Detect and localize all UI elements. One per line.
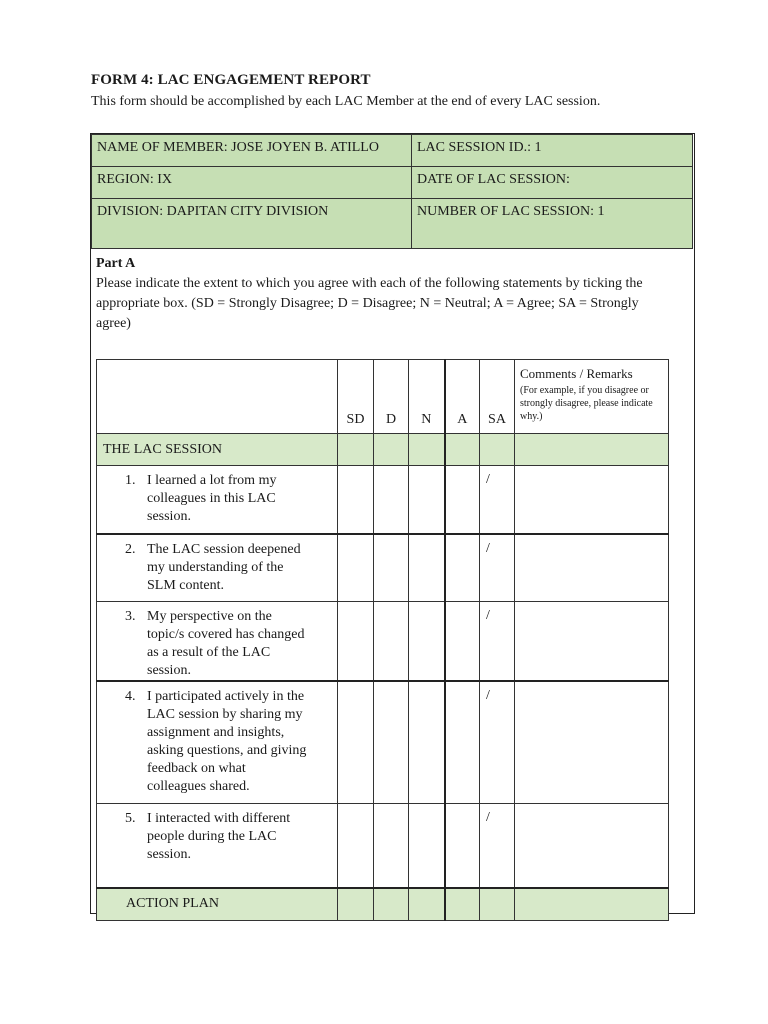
statement-number: 3. bbox=[125, 609, 136, 624]
statement-number: 1. bbox=[125, 473, 136, 488]
table-row bbox=[97, 803, 669, 888]
remarks-cell[interactable] bbox=[515, 534, 669, 602]
member-info-table bbox=[91, 134, 693, 249]
header-statement-cell bbox=[97, 360, 338, 434]
rating-n-cell[interactable] bbox=[409, 534, 445, 602]
statement-number: 5. bbox=[125, 810, 136, 826]
statement-cell bbox=[97, 466, 338, 534]
session-id-cell: LAC SESSION ID.: 1 bbox=[412, 135, 693, 167]
section-lac-label: THE LAC SESSION bbox=[97, 434, 338, 466]
part-a-title: Part A bbox=[96, 256, 136, 271]
table-row bbox=[97, 602, 669, 682]
remarks-cell[interactable] bbox=[515, 466, 669, 534]
form-title: FORM 4: LAC ENGAGEMENT REPORT bbox=[91, 72, 371, 88]
table-row bbox=[97, 534, 669, 602]
rating-sd-cell[interactable] bbox=[338, 534, 374, 602]
statement-text: I learned a lot from my colleagues in this LAC session. bbox=[147, 473, 277, 524]
rating-d-cell[interactable] bbox=[374, 466, 409, 534]
header-remarks bbox=[515, 360, 669, 434]
region-cell: REGION: IX bbox=[92, 167, 412, 199]
header-sd: SD bbox=[338, 360, 374, 434]
session-date-cell: DATE OF LAC SESSION: bbox=[412, 167, 693, 199]
remarks-heading: Comments / Remarks bbox=[520, 366, 633, 381]
rating-a-cell[interactable] bbox=[445, 534, 480, 602]
rating-sa-cell[interactable]: / bbox=[480, 681, 515, 803]
member-name-cell: NAME OF MEMBER: JOSE JOYEN B. ATILLO bbox=[92, 135, 412, 167]
statement-text: The LAC session deepened my understanding of the SLM content. bbox=[147, 541, 301, 593]
remarks-cell[interactable] bbox=[515, 602, 669, 682]
rating-a-cell[interactable] bbox=[445, 466, 480, 534]
rating-a-cell[interactable] bbox=[445, 803, 480, 888]
table-header-row bbox=[97, 360, 669, 434]
statement-cell bbox=[97, 602, 338, 682]
rating-sa-cell[interactable]: / bbox=[480, 466, 515, 534]
statement-cell bbox=[97, 803, 338, 888]
division-cell: DIVISION: DAPITAN CITY DIVISION bbox=[92, 199, 412, 249]
remarks-cell[interactable] bbox=[515, 681, 669, 803]
part-a-instructions: Please indicate the extent to which you agree with each of the following statements by ticking the appropriate box. (SD = Strongly Disagree; D = Disagree; N = Neutral; A = Agree; SA = Strongly agree) bbox=[96, 276, 643, 331]
form-description: This form should be accomplished by each LAC Member at the end of every LAC session. bbox=[91, 94, 601, 109]
rating-sd-cell[interactable] bbox=[338, 803, 374, 888]
rating-sd-cell[interactable] bbox=[338, 681, 374, 803]
rating-table bbox=[96, 359, 669, 921]
rating-sa-cell[interactable]: / bbox=[480, 534, 515, 602]
statement-text: My perspective on the topic/s covered has changed as a result of the LAC session. bbox=[147, 609, 305, 678]
rating-d-cell[interactable] bbox=[374, 681, 409, 803]
remarks-note: (For example, if you disagree or strongly disagree, please indicate why.) bbox=[520, 385, 653, 422]
statement-cell bbox=[97, 534, 338, 602]
remarks-cell[interactable] bbox=[515, 803, 669, 888]
rating-n-cell[interactable] bbox=[409, 466, 445, 534]
rating-n-cell[interactable] bbox=[409, 681, 445, 803]
rating-d-cell[interactable] bbox=[374, 534, 409, 602]
rating-a-cell[interactable] bbox=[445, 681, 480, 803]
statement-number: 2. bbox=[125, 541, 136, 557]
session-number-cell: NUMBER OF LAC SESSION: 1 bbox=[412, 199, 693, 249]
header-n: N bbox=[409, 360, 445, 434]
section-row-lac bbox=[97, 434, 669, 466]
table-row bbox=[97, 466, 669, 534]
statement-text: I interacted with different people during the LAC session. bbox=[147, 810, 291, 862]
header-a: A bbox=[445, 360, 480, 434]
rating-sd-cell[interactable] bbox=[338, 602, 374, 682]
rating-d-cell[interactable] bbox=[374, 803, 409, 888]
statement-cell bbox=[97, 681, 338, 803]
form-container bbox=[90, 133, 695, 914]
rating-sa-cell[interactable]: / bbox=[480, 602, 515, 682]
rating-n-cell[interactable] bbox=[409, 803, 445, 888]
rating-sa-cell[interactable]: / bbox=[480, 803, 515, 888]
rating-a-cell[interactable] bbox=[445, 602, 480, 682]
rating-n-cell[interactable] bbox=[409, 602, 445, 682]
section-row-action-plan bbox=[97, 888, 669, 920]
rating-sd-cell[interactable] bbox=[338, 466, 374, 534]
table-row bbox=[97, 681, 669, 803]
header-d: D bbox=[374, 360, 409, 434]
rating-d-cell[interactable] bbox=[374, 602, 409, 682]
section-action-plan-label: ACTION PLAN bbox=[97, 888, 338, 920]
statement-text: I participated actively in the LAC session by sharing my assignment and insights, asking questions, and giving feedback on what colleagues shared. bbox=[147, 689, 307, 794]
statement-number: 4. bbox=[125, 689, 136, 704]
header-sa: SA bbox=[480, 360, 515, 434]
